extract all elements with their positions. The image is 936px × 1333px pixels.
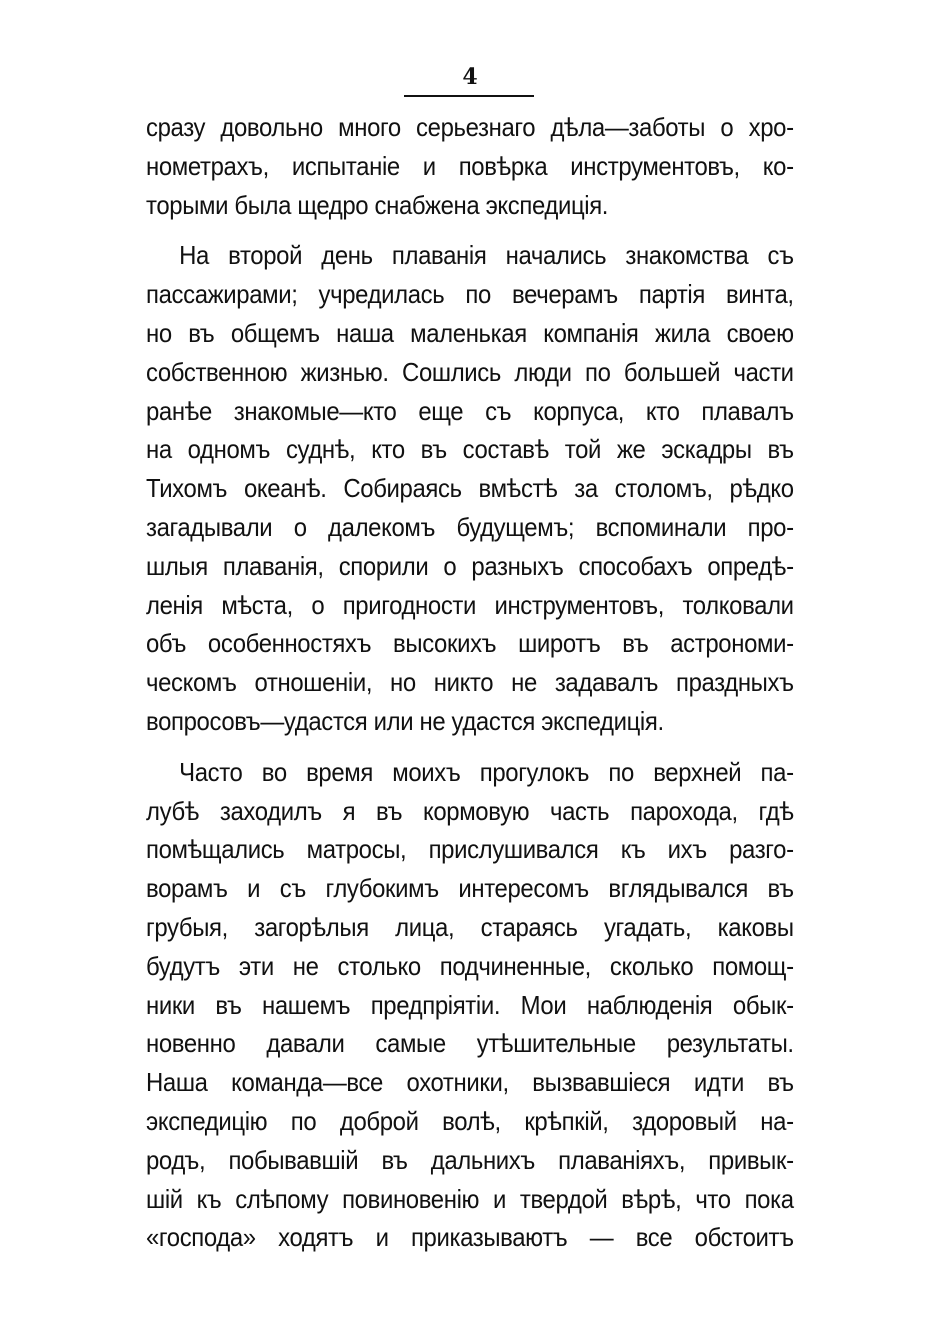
text-line: ранѣе знакомые—кто еще съ корпуса, кто плавалъ bbox=[146, 395, 794, 426]
text-line: Тихомъ океанѣ. Собираясь вмѣстѣ за столомъ, рѣдко bbox=[146, 473, 794, 504]
text-line: шлыя плаванія, спорили о разныхъ способахъ опредѣ- bbox=[146, 550, 794, 581]
text-line: ворамъ и съ глубокимъ интересомъ вглядывался въ bbox=[146, 873, 794, 904]
text-line: ленія мѣста, о пригодности инструментовъ, толковали bbox=[146, 589, 794, 620]
header-rule bbox=[404, 95, 534, 97]
text-line: На второй день плаванія начались знакомства съ bbox=[179, 240, 794, 271]
text-line: родъ, побывавшій въ дальнихъ плаваніяхъ, привык- bbox=[146, 1144, 794, 1175]
text-line: грубыя, загорѣлыя лица, стараясь угадать, каковы bbox=[146, 911, 794, 942]
text-line: «господа» ходятъ и приказываютъ — все обстоитъ bbox=[146, 1222, 794, 1253]
text-line: шій къ слѣпому повиновенію и твердой вѣрѣ, что пока bbox=[146, 1183, 794, 1214]
text-line: собственною жизнью. Сошлись люди по большей части bbox=[146, 356, 794, 387]
text-line: пассажирами; учредилась по вечерамъ партія винта, bbox=[146, 279, 794, 310]
text-line: торыми была щедро снабжена экспедиція. bbox=[146, 189, 609, 220]
text-line: будутъ эти не столько подчиненные, сколько помощ- bbox=[146, 950, 794, 981]
paragraph-gap bbox=[146, 741, 742, 753]
text-line: Наша команда—все охотники, вызвавшіеся идти въ bbox=[146, 1067, 794, 1098]
text-line: нометрахъ, испытаніе и повѣрка инструментовъ, ко- bbox=[146, 150, 794, 181]
text-line: загадывали о далекомъ будущемъ; вспоминали про- bbox=[146, 511, 794, 542]
text-line: помѣщались матросы, прислушивался къ ихъ разго- bbox=[146, 834, 794, 865]
paragraph-gap bbox=[146, 224, 742, 236]
text-line: но въ общемъ наша маленькая компанія жила своею bbox=[146, 317, 794, 348]
text-line: вопросовъ—удастся или не удастся экспедиція. bbox=[146, 705, 664, 736]
text-line: Часто во время моихъ прогулокъ по верхней па- bbox=[179, 756, 794, 787]
text-line: экспедицію по доброй волѣ, крѣпкій, здоровый на- bbox=[146, 1105, 794, 1136]
text-line: сразу довольно много серьезнаго дѣла—заботы о хро- bbox=[146, 112, 794, 142]
text-line: ники въ нашемъ предпріятіи. Мои наблюденія обык- bbox=[146, 989, 794, 1020]
text-line: объ особенностяхъ высокихъ широтъ въ астрономи- bbox=[146, 628, 794, 659]
body-text bbox=[146, 108, 794, 1257]
text-line: ческомъ отношеніи, но никто не задавалъ праздныхъ bbox=[146, 667, 794, 698]
text-line: на одномъ суднѣ, кто въ составѣ той же эскадры въ bbox=[146, 434, 794, 465]
text-line: новенно давали самые утѣшительные результаты. bbox=[146, 1028, 794, 1059]
text-line: лубѣ заходилъ я въ кормовую часть парохода, гдѣ bbox=[146, 795, 794, 826]
page-number: 4 bbox=[462, 64, 478, 90]
